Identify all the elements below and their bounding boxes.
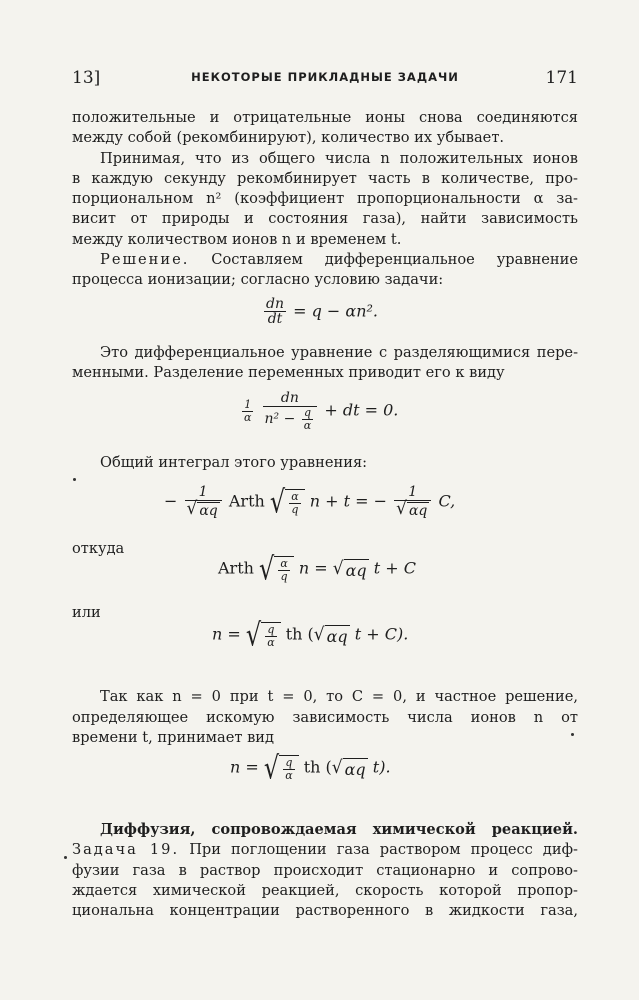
radical: √ αq (396, 498, 428, 520)
equation-1: $\frac{dn}{dt}$ = q − αn². (266, 295, 378, 328)
print-speck (64, 856, 67, 859)
fraction: $\frac{q}{\alpha}$ (267, 623, 275, 649)
equation-4: Arth √ $\frac{\alpha}{q}$ n = √ αq t + C (218, 551, 416, 588)
equation-5: n = √ $\frac{q}{\alpha}$ th (√ αq t + C). (212, 617, 409, 654)
page-body (72, 108, 578, 922)
text-line: Это дифференциальное уравнение с разделяющимися пере- (100, 343, 578, 361)
text-line: фузии газа в раствор происходит стационарно и сопрово- (72, 861, 578, 879)
text-fragment: Составляем дифференциальное уравнение (211, 251, 578, 269)
running-title: НЕКОТОРЫЕ ПРИКЛАДНЫЕ ЗАДАЧИ (191, 70, 459, 84)
text-line: между количеством ионов n и временем t. (72, 230, 402, 248)
text-line: менными. Разделение переменных приводит его к виду (72, 363, 505, 381)
fraction: dn n² − $\frac{q}{\alpha}$ (263, 391, 318, 431)
radical: √ $\frac{\alpha}{q}$ (270, 488, 305, 516)
text-line: порциональном n² (коэффициент пропорциональности α за- (72, 190, 578, 208)
text-word: или (72, 604, 101, 622)
radical: √ αq (313, 624, 348, 646)
fraction: $\frac{q}{\alpha}$ (303, 405, 312, 432)
fraction: $\frac{1}{\alpha}$ (244, 398, 252, 424)
radical: √ αq (186, 498, 218, 520)
text-word: откуда (72, 540, 125, 558)
fraction: $\frac{q}{\alpha}$ (285, 756, 293, 782)
page-header (72, 68, 578, 90)
fraction: $\frac{\alpha}{q}$ (280, 557, 288, 583)
radical: √ $\frac{q}{\alpha}$ (246, 621, 281, 649)
text-line: времени t, принимает вид (72, 728, 274, 746)
print-speck (571, 733, 574, 736)
solution-heading: Решение. (100, 251, 190, 269)
equation-6: n = √ $\frac{q}{\alpha}$ th (√ αq t). (230, 749, 391, 787)
task-line (72, 840, 578, 860)
text-line: Принимая, что из общего числа n положительных ионов (100, 149, 578, 167)
text-line: висит от природы и состояния газа), найти зависимость (72, 210, 578, 228)
text-line: Общий интеграл этого уравнения: (100, 454, 368, 472)
radical: √ αq (331, 757, 366, 779)
text-line: между собой (рекомбинируют), количество их убывает. (72, 129, 505, 147)
equation-2: $\frac{1}{\alpha}$ dn n² − $\frac{q}{\alpha}$ + dt = 0. (244, 390, 399, 432)
text-line: циональна концентрации растворенного в жидкости газа, (72, 902, 578, 920)
fraction: $\frac{1}{√ \alpha q}$ (185, 485, 222, 519)
text-line: ждается химической реакцией, скорость которой пропор- (72, 882, 578, 900)
equation-3: − $\frac{1}{√ \alpha q}$ Arth √ $\frac{\alpha}{q}$ n + t = − $\frac{1}{√ \alpha q}$ C, (164, 483, 456, 521)
fraction: $\frac{dn}{dt}$ (266, 295, 284, 328)
task-label: Задача 19. (72, 841, 180, 859)
text-line: в каждую секунду рекомбинирует часть в количестве, про- (72, 169, 578, 187)
print-speck (73, 478, 76, 481)
text-line: определяющее искомую зависимость числа ионов n от (72, 708, 578, 726)
radical: √ $\frac{\alpha}{q}$ (259, 555, 294, 583)
radical: √ αq (332, 558, 367, 580)
solution-line (72, 250, 578, 270)
section-title: Диффузия, сопровождаемая химической реакцией. (100, 821, 578, 839)
radical: √ $\frac{q}{\alpha}$ (264, 754, 299, 782)
fraction: $\frac{1}{√ \alpha q}$ (394, 485, 431, 519)
page-number: 171 (545, 68, 578, 88)
text-line: положительные и отрицательные ионы снова соединяются (72, 109, 578, 126)
text-fragment: При поглощении газа раствором процесс диф- (189, 841, 578, 859)
chapter-number: 13] (72, 68, 101, 88)
fraction: $\frac{\alpha}{q}$ (291, 489, 299, 516)
text-line: Так как n = 0 при t = 0, то C = 0, и частное решение, (100, 688, 578, 706)
text-line: процесса ионизации; согласно условию задачи: (72, 271, 444, 289)
